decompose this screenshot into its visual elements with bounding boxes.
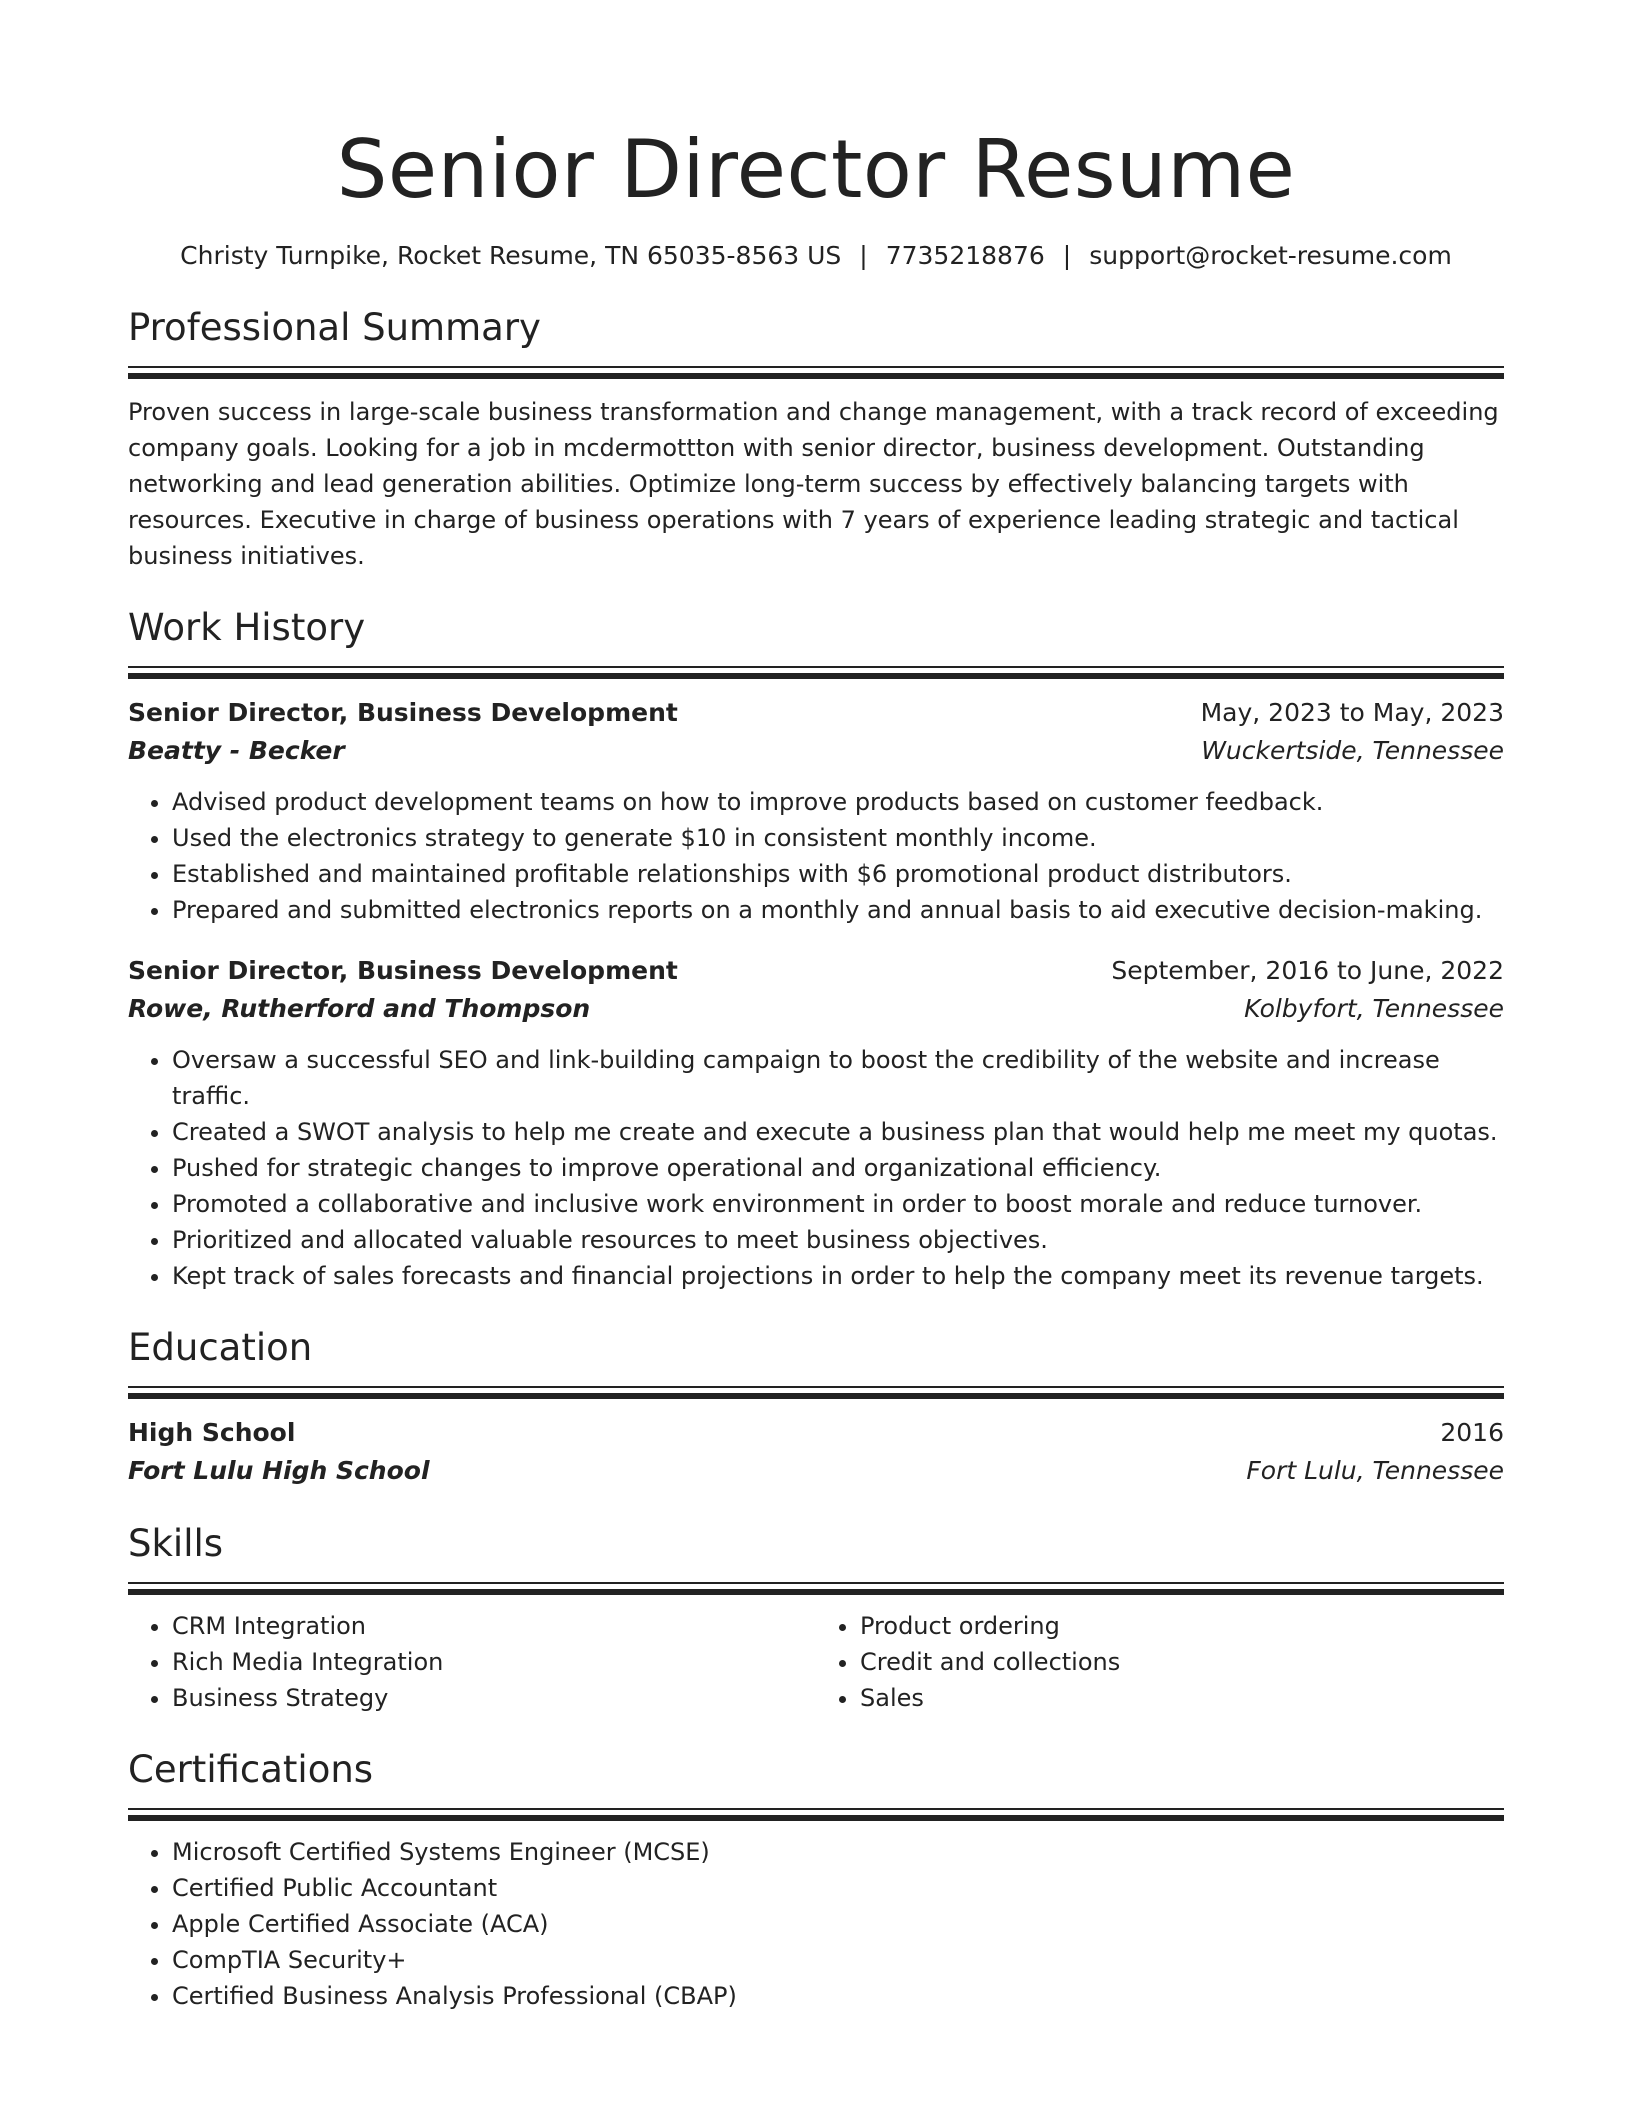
summary-section [128,304,1504,574]
list-item: • Promoted a collaborative and inclusive work environment in order to boost morale and reduce turnover. [172,1186,1504,1222]
job-bullets [128,784,1504,928]
list-item: • Kept track of sales forecasts and financial projections in order to help the company meet its revenue targets. [172,1258,1504,1294]
skills-column-right [816,1608,1504,1716]
certifications-list [128,1834,1504,2014]
job-entry [128,694,1504,928]
job-location: Wuckertside, Tennessee [1201,736,1504,765]
section-divider [128,1808,1504,1822]
section-divider [128,666,1504,680]
section-divider [128,1386,1504,1400]
contact-address: Christy Turnpike, Rocket Resume, TN 65035-8563 US [180,241,842,270]
section-heading-certifications: Certifications [128,1748,374,1791]
list-item: • Business Strategy [172,1680,816,1716]
contact-line [128,238,1504,274]
contact-separator: | [859,241,868,270]
list-item: • Microsoft Certified Systems Engineer (MCSE) [172,1834,1504,1870]
job-company: Beatty - Becker [128,736,345,765]
education-location: Fort Lulu, Tennessee [1246,1456,1504,1485]
job-company: Rowe, Rutherford and Thompson [128,994,591,1023]
section-heading-skills: Skills [128,1522,224,1565]
summary-text: Proven success in large-scale business transformation and change management, with a track record of exceeding company goals. Looking for a job in mcdermottton with senior director, business development. Outstanding networking and lead generation abilities. Optimize long-term success by effectively balancing targets with resources. Executive in charge of business operations with 7 years of experience leading strategic and tactical business initiatives. [128,398,1499,570]
job-dates: May, 2023 to May, 2023 [1200,698,1504,727]
list-item: • Established and maintained profitable relationships with $6 promotional product distributors. [172,856,1504,892]
list-item: • Prepared and submitted electronics reports on a monthly and annual basis to aid executive decision-making. [172,892,1504,928]
list-item: • Oversaw a successful SEO and link-building campaign to boost the credibility of the website and increase traffic. [172,1042,1504,1114]
section-heading-summary: Professional Summary [128,306,541,349]
list-item: • Advised product development teams on how to improve products based on customer feedback. [172,784,1504,820]
list-item: • Apple Certified Associate (ACA) [172,1906,1504,1942]
list-item: • Certified Business Analysis Professional (CBAP) [172,1978,1504,2014]
list-item: • Sales [860,1680,1504,1716]
education-entry [128,1414,1504,1490]
job-dates: September, 2016 to June, 2022 [1111,956,1504,985]
list-item: • Rich Media Integration [172,1644,816,1680]
contact-email: support@rocket-resume.com [1089,241,1452,270]
list-item: • Certified Public Accountant [172,1870,1504,1906]
list-item: • Product ordering [860,1608,1504,1644]
certifications-section [128,1746,1504,2014]
section-heading-work-history: Work History [128,606,366,649]
list-item: • CompTIA Security+ [172,1942,1504,1978]
skills-column-left [128,1608,816,1716]
skills-section [128,1520,1504,1716]
work-history-section [128,604,1504,1294]
education-section [128,1324,1504,1490]
page-title: Senior Director Resume [336,123,1296,216]
list-item: • Used the electronics strategy to generate $10 in consistent monthly income. [172,820,1504,856]
contact-phone: 7735218876 [885,241,1045,270]
list-item: • Pushed for strategic changes to improve operational and organizational efficiency. [172,1150,1504,1186]
job-role: Senior Director, Business Development [128,698,678,727]
list-item: • Prioritized and allocated valuable resources to meet business objectives. [172,1222,1504,1258]
education-school: Fort Lulu High School [128,1456,430,1485]
list-item: • Credit and collections [860,1644,1504,1680]
skills-grid [128,1608,1504,1716]
list-item: • Created a SWOT analysis to help me create and execute a business plan that would help me meet my quotas. [172,1114,1504,1150]
job-bullets [128,1042,1504,1294]
list-item: • CRM Integration [172,1608,816,1644]
section-heading-education: Education [128,1326,313,1369]
education-degree: High School [128,1418,296,1447]
education-year: 2016 [1440,1418,1504,1447]
contact-separator: | [1062,241,1072,270]
section-divider [128,366,1504,380]
job-entry [128,952,1504,1294]
section-divider [128,1582,1504,1596]
job-location: Kolbyfort, Tennessee [1244,994,1504,1023]
job-role: Senior Director, Business Development [128,956,678,985]
